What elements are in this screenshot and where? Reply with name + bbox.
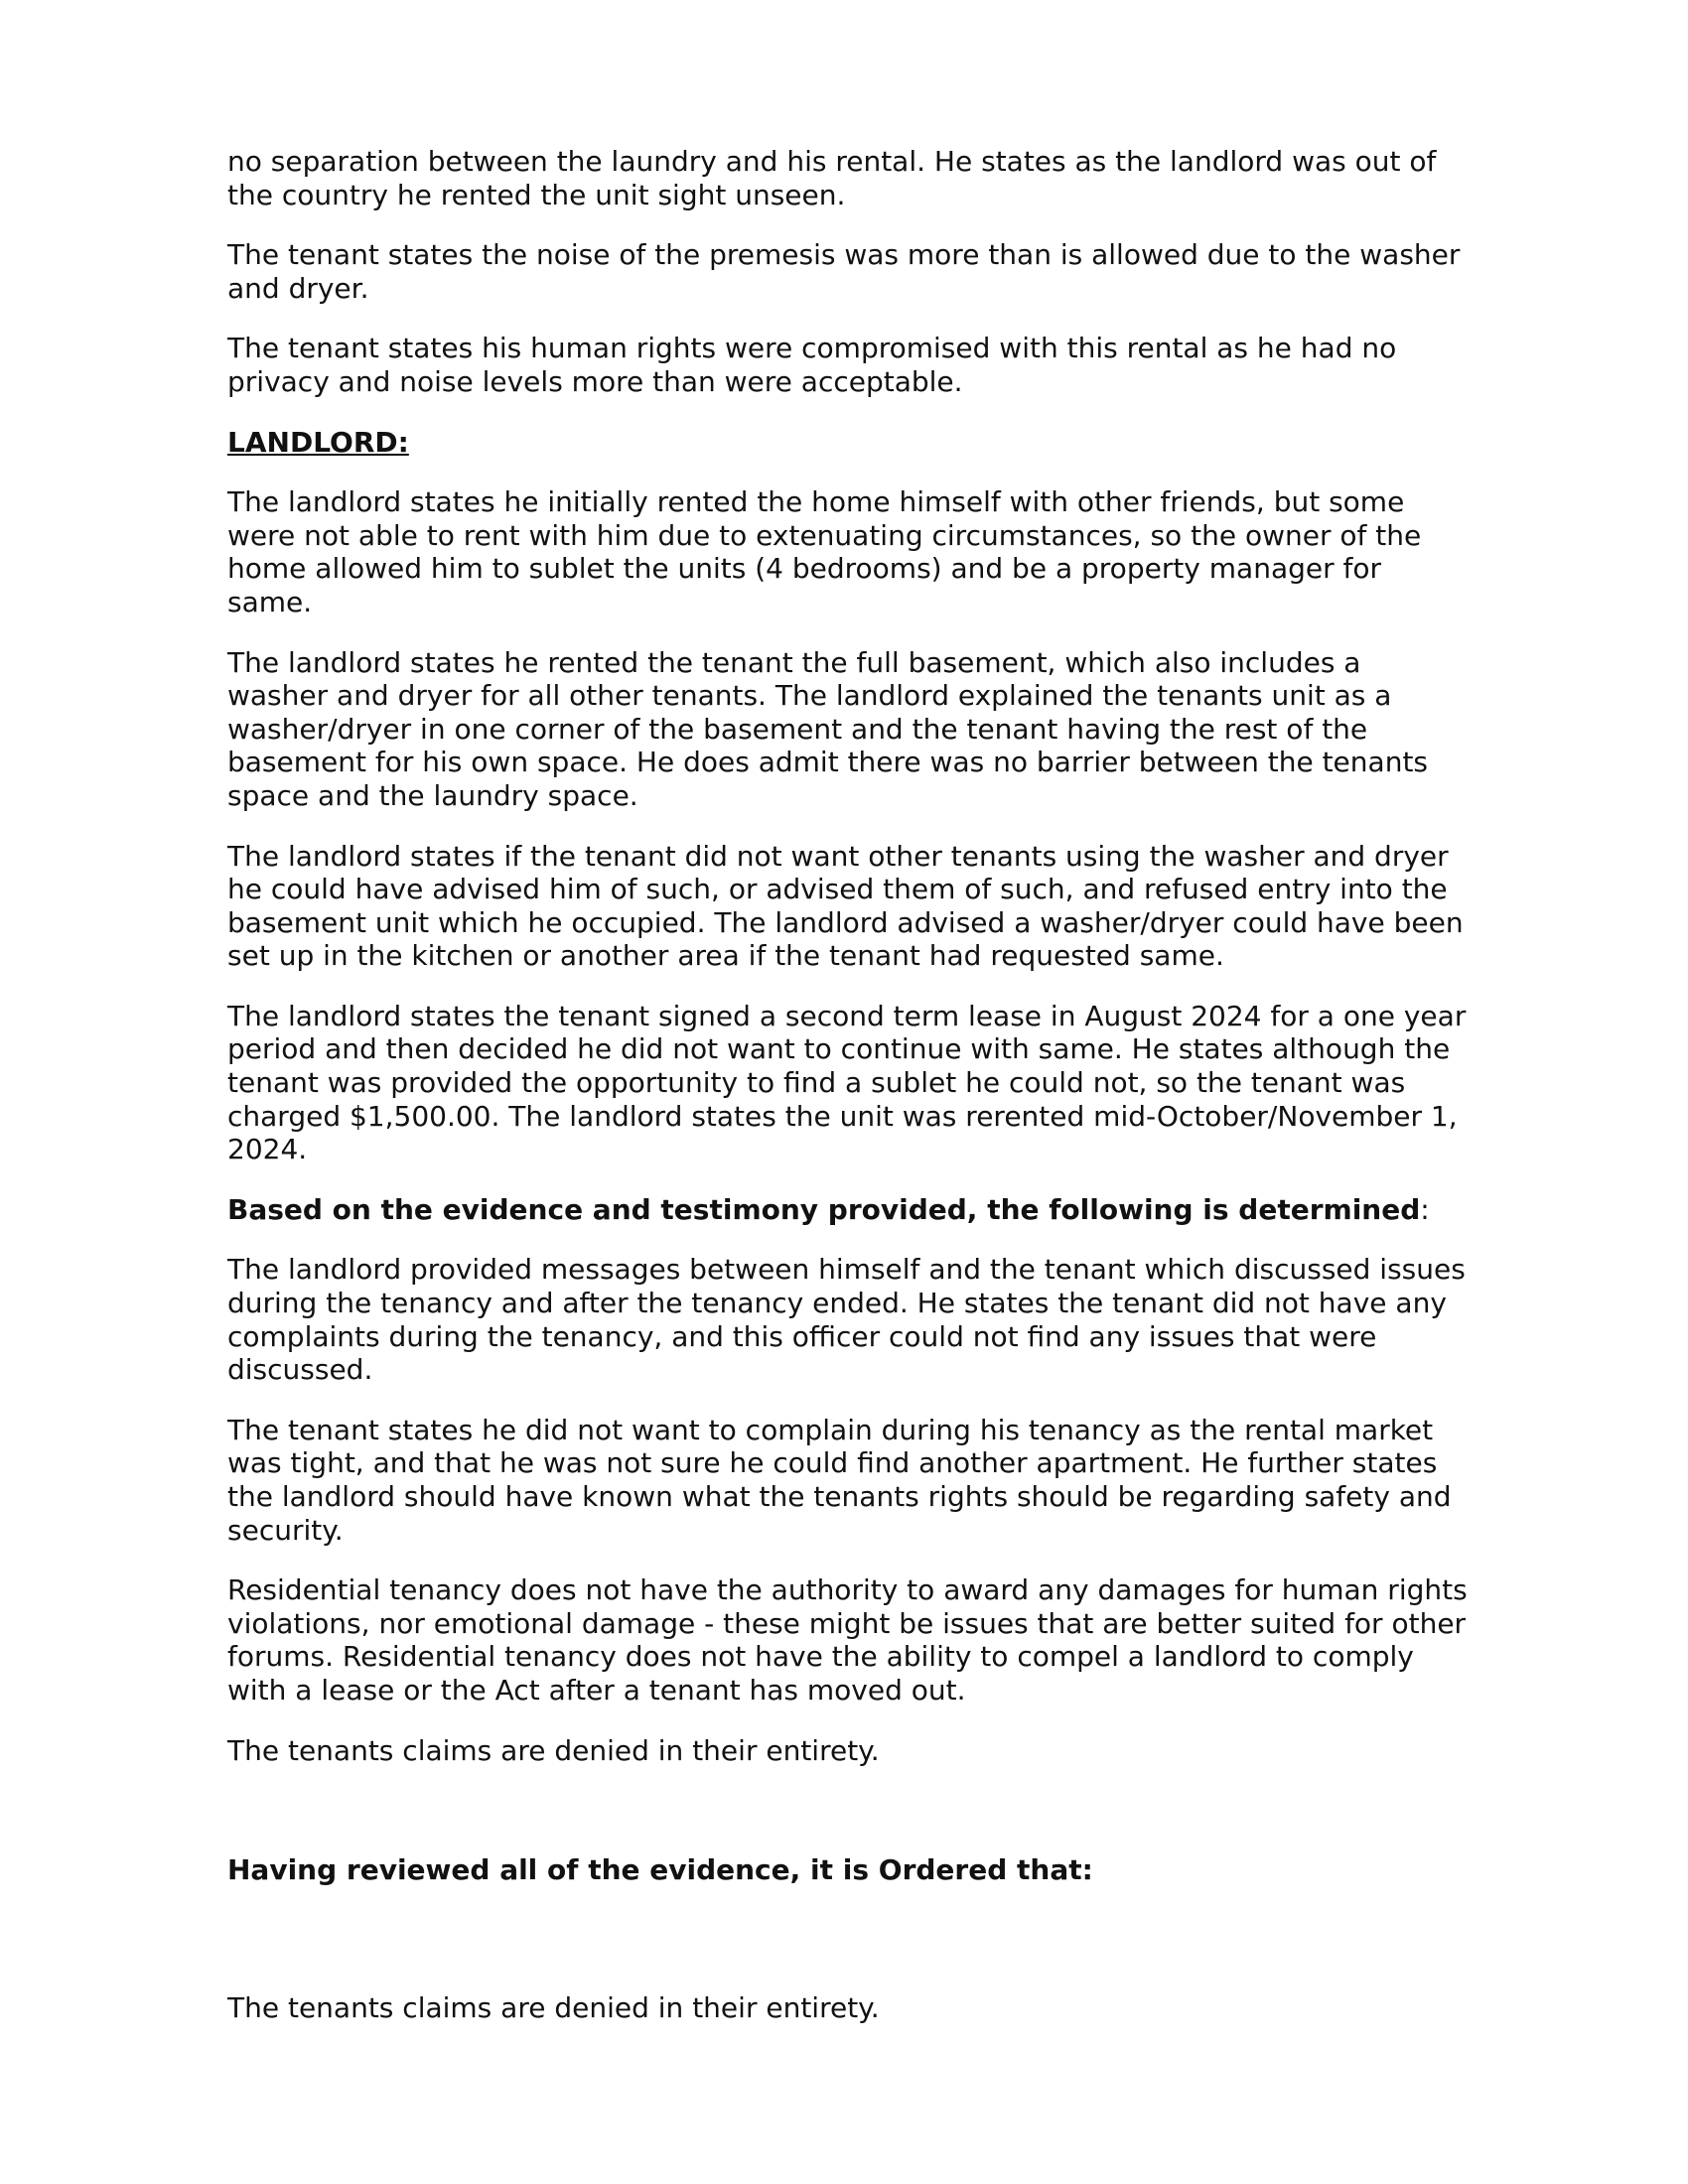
order-heading: Having reviewed all of the evidence, it is Ordered that: — [227, 1853, 1093, 1887]
order-text: The tenants claims are denied in their entirety. — [227, 1990, 880, 2024]
paragraph: The landlord states he rented the tenant the full basement, which also includes a washer and dryer for all other tenants. The landlord explained the tenants unit as a washer/dryer in one corner of the basement and the tenant having the rest of the basement for his own space. He does admit there was no barrier between the tenants space and the laundry space. — [227, 645, 1429, 812]
paragraph: The landlord provided messages between himself and the tenant which discussed issues during the tenancy and after the tenancy ended. He states the tenant did not have any complaints during the tenancy, and this officer could not find any issues that were discussed. — [227, 1253, 1466, 1387]
paragraph: The tenant states his human rights were compromised with this rental as he had no privacy and noise levels more than were acceptable. — [227, 332, 1397, 398]
determination-heading-text: Based on the evidence and testimony provided, the following is determined — [227, 1192, 1421, 1226]
paragraph: The landlord states he initially rented the home himself with other friends, but some were not able to rent with him due to extenuating circumstances, so the owner of the home allowed him to sublet the units (4 bedrooms) and be a property manager for same. — [227, 485, 1422, 618]
determination-heading — [227, 1193, 1469, 1227]
paragraph: Residential tenancy does not have the authority to award any damages for human rights violations, nor emotional damage - these might be issues that are better suited for other forums. Residential tenancy does not have the ability to compel a landlord to comply with a lease or the Act after a tenant has moved out. — [227, 1573, 1468, 1706]
document-body — [227, 145, 1469, 2051]
paragraph: The landlord states if the tenant did not want other tenants using the washer and dryer he could have advised him of such, or advised them of such, and refused entry into the basement unit which he occupied. The landlord advised a washer/dryer could have been set up in the kitchen or another area if the tenant had requested same. — [227, 839, 1464, 973]
paragraph: no separation between the laundry and his rental. He states as the landlord was out of the country he rented the unit sight unseen. — [227, 145, 1437, 211]
paragraph: The tenant states the noise of the premesis was more than is allowed due to the washer and dryer. — [227, 238, 1461, 305]
paragraph: The tenants claims are denied in their entirety. — [227, 1733, 880, 1767]
paragraph: The tenant states he did not want to complain during his tenancy as the rental market was tight, and that he was not sure he could find another apartment. He further states the landlord should have known what the tenants rights should be regarding safety and security. — [227, 1413, 1452, 1547]
spacer — [227, 1794, 1469, 1853]
landlord-section-heading: LANDLORD: — [227, 425, 409, 459]
spacer — [227, 1914, 1469, 1991]
determination-heading-colon: : — [1420, 1192, 1430, 1226]
paragraph: The landlord states the tenant signed a second term lease in August 2024 for a one year period and then decided he did not want to continue with same. He states although the tenant was provided the opportunity to find a sublet he could not, so the tenant was charged $1,500.00. The landlord states the unit was rerented mid-October/November 1, 2024. — [227, 999, 1467, 1166]
